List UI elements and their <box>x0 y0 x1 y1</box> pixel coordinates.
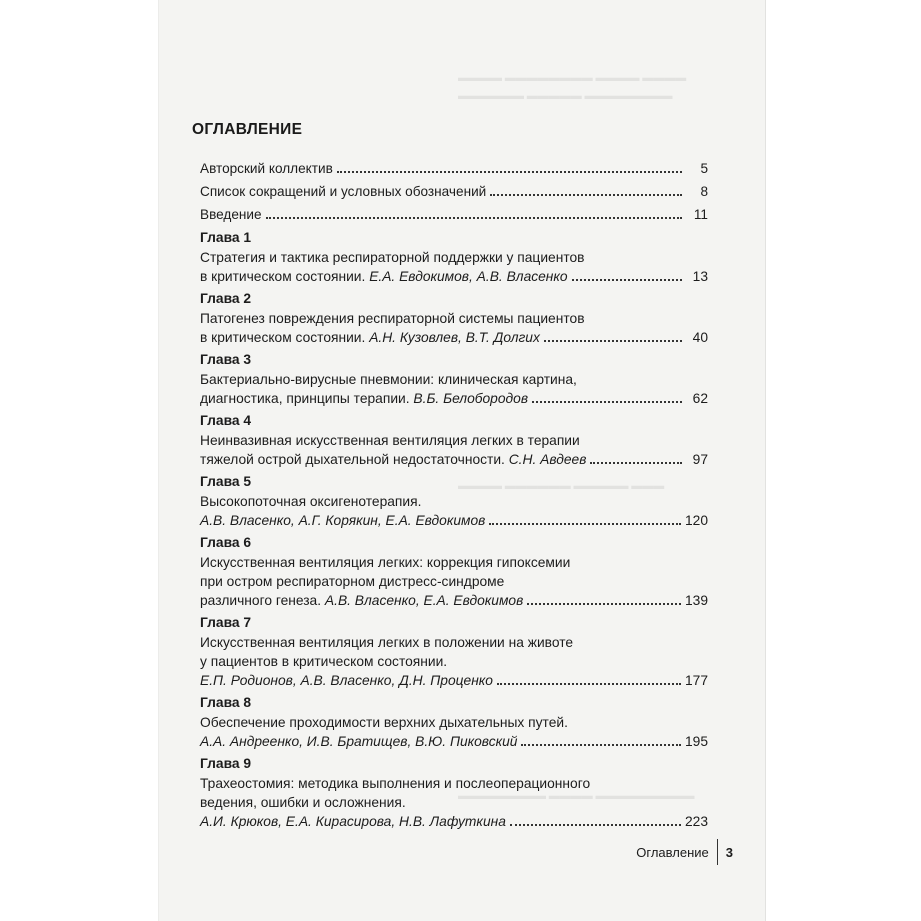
chapter-authors: А.В. Власенко, Е.А. Евдокимов <box>324 593 524 608</box>
chapter-title-line: ведения, ошибки и осложнения. <box>200 795 406 810</box>
chapter-heading: Глава 8 <box>200 695 252 710</box>
chapter-title-line: Бактериально-вирусные пневмонии: клиническая картина, <box>200 372 577 387</box>
chapter-title-tail: в критическом состоянии. <box>200 330 370 345</box>
chapter-title-tail: различного генеза. <box>200 593 325 608</box>
chapter-title-tail: в критическом состоянии. <box>200 269 370 284</box>
chapter-heading: Глава 2 <box>200 291 252 306</box>
chapter-last-line <box>200 267 708 286</box>
toc-page-number: 5 <box>700 161 708 176</box>
chapter-last-line <box>200 511 708 530</box>
toc-chapter-entry[interactable] <box>200 693 708 751</box>
chapter-title-tail: тяжелой острой дыхательной недостаточности. <box>200 452 509 467</box>
toc-entry-label: Введение <box>200 207 262 222</box>
chapter-heading: Глава 7 <box>200 615 252 630</box>
chapter-heading: Глава 1 <box>200 230 252 245</box>
toc-page-number: 120 <box>684 513 708 528</box>
footer-divider <box>717 839 718 865</box>
toc-entry-introduction[interactable] <box>200 203 708 226</box>
chapter-authors: Е.П. Родионов, А.В. Власенко, Д.Н. Проценко <box>200 673 493 688</box>
chapter-authors: А.А. Андреенко, И.В. Братищев, В.Ю. Пиковский <box>200 734 518 749</box>
chapter-last-line <box>200 450 708 469</box>
book-page <box>158 0 766 921</box>
chapter-authors: В.Б. Белобородов <box>413 391 529 406</box>
chapter-title-line: Неинвазивная искусственная вентиляция легких в терапии <box>200 433 580 448</box>
toc-page-number: 8 <box>700 184 708 199</box>
dot-leader <box>490 193 682 196</box>
toc-entry-label: Авторский коллектив <box>200 161 333 176</box>
dot-leader <box>266 216 682 219</box>
chapter-title-line: Высокопоточная оксигенотерапия. <box>200 494 422 509</box>
page-number: 3 <box>725 844 733 860</box>
dot-leader <box>337 170 682 173</box>
page-footer <box>636 839 733 865</box>
dot-leader <box>510 823 681 826</box>
toc-page-number: 13 <box>692 269 708 284</box>
toc-chapter-entry[interactable] <box>200 289 708 347</box>
chapter-authors: Е.А. Евдокимов, А.В. Власенко <box>369 269 568 284</box>
chapter-last-line <box>200 671 708 690</box>
toc-page-number: 223 <box>684 814 708 829</box>
toc-page-number: 177 <box>684 673 708 688</box>
dot-leader <box>590 461 682 464</box>
toc-chapter-entry[interactable] <box>200 613 708 690</box>
toc-page-number: 11 <box>693 207 708 222</box>
chapter-last-line <box>200 389 708 408</box>
chapter-title-line: при остром респираторном дистресс-синдроме <box>200 574 505 589</box>
chapter-title-tail: диагностика, принципы терапии. <box>200 391 414 406</box>
chapter-heading: Глава 3 <box>200 352 252 367</box>
toc-chapter-entry[interactable] <box>200 228 708 286</box>
chapter-last-line <box>200 591 708 610</box>
page-title: ОГЛАВЛЕНИЕ <box>192 121 303 138</box>
chapter-title-line: Стратегия и тактика респираторной поддержки у пациентов <box>200 250 585 265</box>
chapter-heading: Глава 4 <box>200 413 252 428</box>
toc-chapter-entry[interactable] <box>200 533 708 610</box>
chapter-heading: Глава 6 <box>200 535 252 550</box>
table-of-contents <box>200 157 708 834</box>
dot-leader <box>544 339 682 342</box>
toc-chapter-entry[interactable] <box>200 472 708 530</box>
chapter-last-line <box>200 812 708 831</box>
chapter-heading: Глава 5 <box>200 474 252 489</box>
toc-chapter-entry[interactable] <box>200 350 708 408</box>
toc-page-number: 97 <box>692 452 708 467</box>
chapter-authors: А.Н. Кузовлев, В.Т. Долгих <box>369 330 540 345</box>
dot-leader <box>527 602 681 605</box>
bleed-through-texture: ▬▬▬▬▬▬ ▬▬▬▬▬ ▬▬▬▬▬▬▬▬ <box>458 90 673 102</box>
chapter-authors: А.И. Крюков, Е.А. Кирасирова, Н.В. Лафуткина <box>200 814 506 829</box>
dot-leader <box>532 400 682 403</box>
toc-page-number: 195 <box>684 734 708 749</box>
dot-leader <box>521 743 681 746</box>
toc-chapter-entry[interactable] <box>200 411 708 469</box>
toc-page-number: 40 <box>692 330 708 345</box>
toc-page-number: 62 <box>692 391 708 406</box>
toc-page-number: 139 <box>684 593 708 608</box>
chapter-heading: Глава 9 <box>200 756 252 771</box>
chapter-title-line: Трахеостомия: методика выполнения и послеоперационного <box>200 776 591 791</box>
chapter-authors: С.Н. Авдеев <box>508 452 587 467</box>
chapter-title-line: Обеспечение проходимости верхних дыхательных путей. <box>200 715 568 730</box>
toc-chapter-entry[interactable] <box>200 754 708 831</box>
chapter-list <box>200 228 708 831</box>
bleed-through-texture: ▬▬▬▬ ▬▬▬▬▬▬▬▬ ▬▬▬▬ ▬▬▬▬ <box>458 72 687 84</box>
toc-entry-authors[interactable] <box>200 157 708 180</box>
chapter-last-line <box>200 328 708 347</box>
dot-leader <box>497 682 681 685</box>
toc-entry-abbreviations[interactable] <box>200 180 708 203</box>
running-footer-label: Оглавление <box>636 844 709 860</box>
chapter-title-line: Искусственная вентиляция легких в положении на животе <box>200 635 574 650</box>
bleed-through-texture: ▬▬▬▬▬▬▬▬ ▬▬▬▬ ▬▬▬▬▬▬▬▬▬ <box>458 790 695 802</box>
dot-leader <box>489 522 681 525</box>
chapter-title-line: Патогенез повреждения респираторной системы пациентов <box>200 311 585 326</box>
chapter-title-line: у пациентов в критическом состоянии. <box>200 654 448 669</box>
dot-leader <box>572 278 682 281</box>
chapter-title-line: Искусственная вентиляция легких: коррекция гипоксемии <box>200 555 571 570</box>
chapter-last-line <box>200 732 708 751</box>
chapter-authors: А.В. Власенко, А.Г. Корякин, Е.А. Евдокимов <box>200 513 486 528</box>
bleed-through-texture: ▬▬▬▬ ▬▬▬▬▬▬ ▬▬▬▬▬ ▬▬▬ <box>458 480 665 492</box>
toc-entry-label: Список сокращений и условных обозначений <box>200 184 487 199</box>
